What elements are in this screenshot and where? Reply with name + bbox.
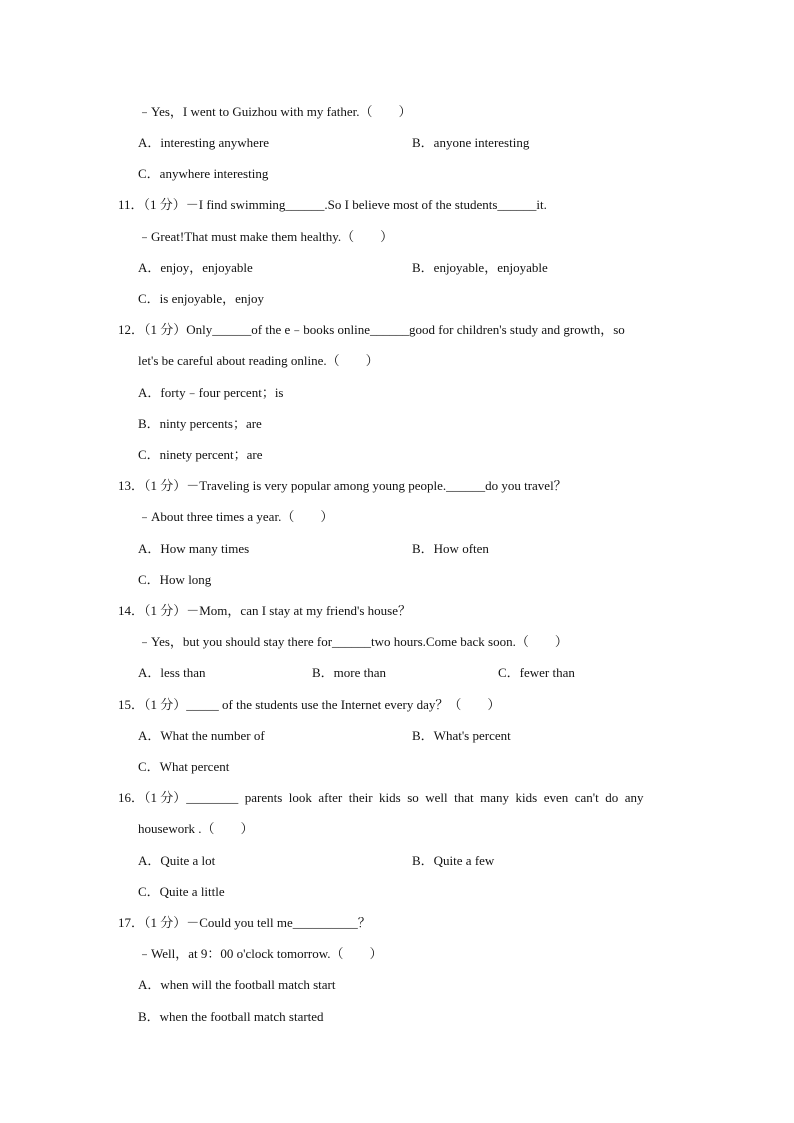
q16-stem: 16．（1 分）________ parents look after their kids so well that many kids even can't do any: [118, 790, 644, 805]
q14-option-a: A．less than: [138, 665, 206, 680]
q14-stem: 14．（1 分）－Mom，can I stay at my friend's house？: [118, 603, 411, 618]
q13-option-c: C．How long: [138, 572, 212, 587]
q12-stem-continued: let's be careful about reading online.（ ）: [138, 353, 379, 368]
q16-option-b: B．Quite a few: [412, 853, 495, 868]
q15-option-b: B．What's percent: [412, 728, 511, 743]
q10-option-b: B．anyone interesting: [412, 135, 530, 150]
q17-option-a: A．when will the football match start: [138, 977, 336, 992]
q14-reply: ﹣Yes，but you should stay there for______two hours.Come back soon.（ ）: [138, 634, 568, 649]
q15-option-c: C．What percent: [138, 759, 230, 774]
q11-option-b: B．enjoyable，enjoyable: [412, 260, 548, 275]
q11-stem: 11．（1 分）－I find swimming______.So I believe most of the students______it.: [118, 197, 547, 212]
q14-option-b: B．more than: [312, 665, 387, 680]
q12-option-c: C．ninety percent；are: [138, 447, 263, 462]
q11-reply: ﹣Great!That must make them healthy.（ ）: [138, 229, 394, 244]
q10-reply: ﹣Yes，I went to Guizhou with my father.（ ）: [138, 104, 412, 119]
q13-option-a: A．How many times: [138, 541, 250, 556]
q15-stem: 15．（1 分）_____ of the students use the Internet every day？（ ）: [118, 697, 501, 712]
q12-stem: 12．（1 分）Only______of the e﹣books online______good for children's study and growth，so: [118, 322, 625, 337]
q11-option-c: C．is enjoyable，enjoy: [138, 291, 265, 306]
q14-option-c: C．fewer than: [498, 665, 575, 680]
q10-option-c: C．anywhere interesting: [138, 166, 269, 181]
q15-option-a: A．What the number of: [138, 728, 265, 743]
q12-option-a: A．forty﹣four percent；is: [138, 385, 284, 400]
q16-option-c: C．Quite a little: [138, 884, 225, 899]
q16-option-a: A．Quite a lot: [138, 853, 216, 868]
q13-option-b: B．How often: [412, 541, 489, 556]
q17-option-b: B．when the football match started: [138, 1009, 324, 1024]
q17-reply: ﹣Well，at 9：00 o'clock tomorrow.（ ）: [138, 946, 383, 961]
q13-stem: 13．（1 分）－Traveling is very popular among young people.______do you travel？: [118, 478, 567, 493]
q16-stem-continued: housework .（ ）: [138, 821, 254, 836]
q13-reply: ﹣About three times a year.（ ）: [138, 509, 334, 524]
q17-stem: 17．（1 分）－Could you tell me__________？: [118, 915, 371, 930]
q12-option-b: B．ninty percents；are: [138, 416, 262, 431]
q10-option-a: A．interesting anywhere: [138, 135, 270, 150]
q11-option-a: A．enjoy，enjoyable: [138, 260, 253, 275]
